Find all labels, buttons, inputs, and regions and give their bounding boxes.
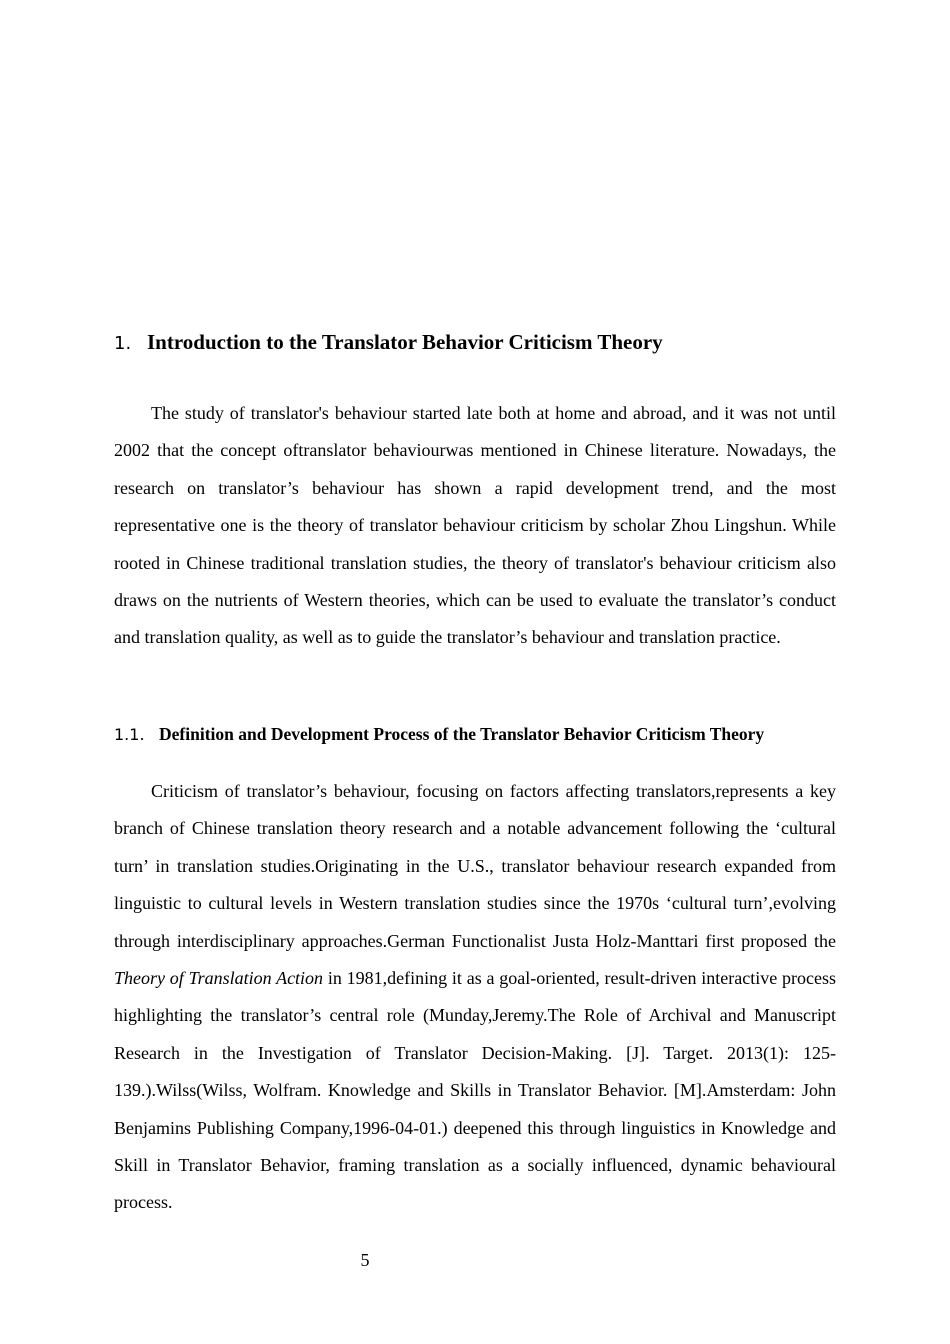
- page-number: 5: [360, 1250, 370, 1270]
- subsection-heading: [114, 722, 854, 747]
- section-title: Introduction to the Translator Behavior Criticism Theory: [147, 330, 663, 354]
- italic-book-title: Theory of Translation Action: [114, 968, 324, 989]
- paragraph-text-part2: in 1981,defining it as a goal-oriented, result-driven interactive process highlighting the translator’s central role (Munday,Jeremy.The Role of Archival and Manuscript Research in the Investigation of Translator Decision-Making. [J]. Target. 2013(1): 125-139.).Wilss(Wilss, Wolfram. Knowledge and Skills in Translator Behavior. [M].Amsterdam: John Benjamins Publishing Company,1996-04-01.) deepened this through linguistics in Knowledge and Skill in Translator Behavior, framing translation as a socially influenced, dynamic behavioural process.: [114, 968, 836, 1213]
- subsection-paragraph: [114, 773, 836, 1223]
- subsection-title: Definition and Development Process of the Translator Behavior Criticism Theory: [159, 724, 765, 744]
- section-heading: [114, 328, 836, 358]
- section-number: 1.: [114, 333, 132, 354]
- subsection-number: 1.1.: [114, 725, 145, 744]
- paragraph-text-part1: Criticism of translator’s behaviour, focusing on factors affecting translators,represents a key branch of Chinese translation theory research and a notable advancement following the ‘cultural turn’ in translation studies.Originating in the U.S., translator behaviour research expanded from linguistic to cultural levels in Western translation studies since the 1970s ‘cultural turn’,evolving through interdisciplinary approaches.German Functionalist Justa Holz-Manttari first proposed the: [114, 781, 836, 951]
- section-paragraph: The study of translator's behaviour started late both at home and abroad, and it was not until 2002 that the concept oftranslator behaviourwas mentioned in Chinese literature. Nowadays, the research on translator’s behaviour has shown a rapid development trend, and the most representative one is the theory of translator behaviour criticism by scholar Zhou Lingshun. While rooted in Chinese traditional translation studies, the theory of translator's behaviour criticism also draws on the nutrients of Western theories, which can be used to evaluate the translator’s conduct and translation quality, as well as to guide the translator’s behaviour and translation practice.: [114, 403, 836, 648]
